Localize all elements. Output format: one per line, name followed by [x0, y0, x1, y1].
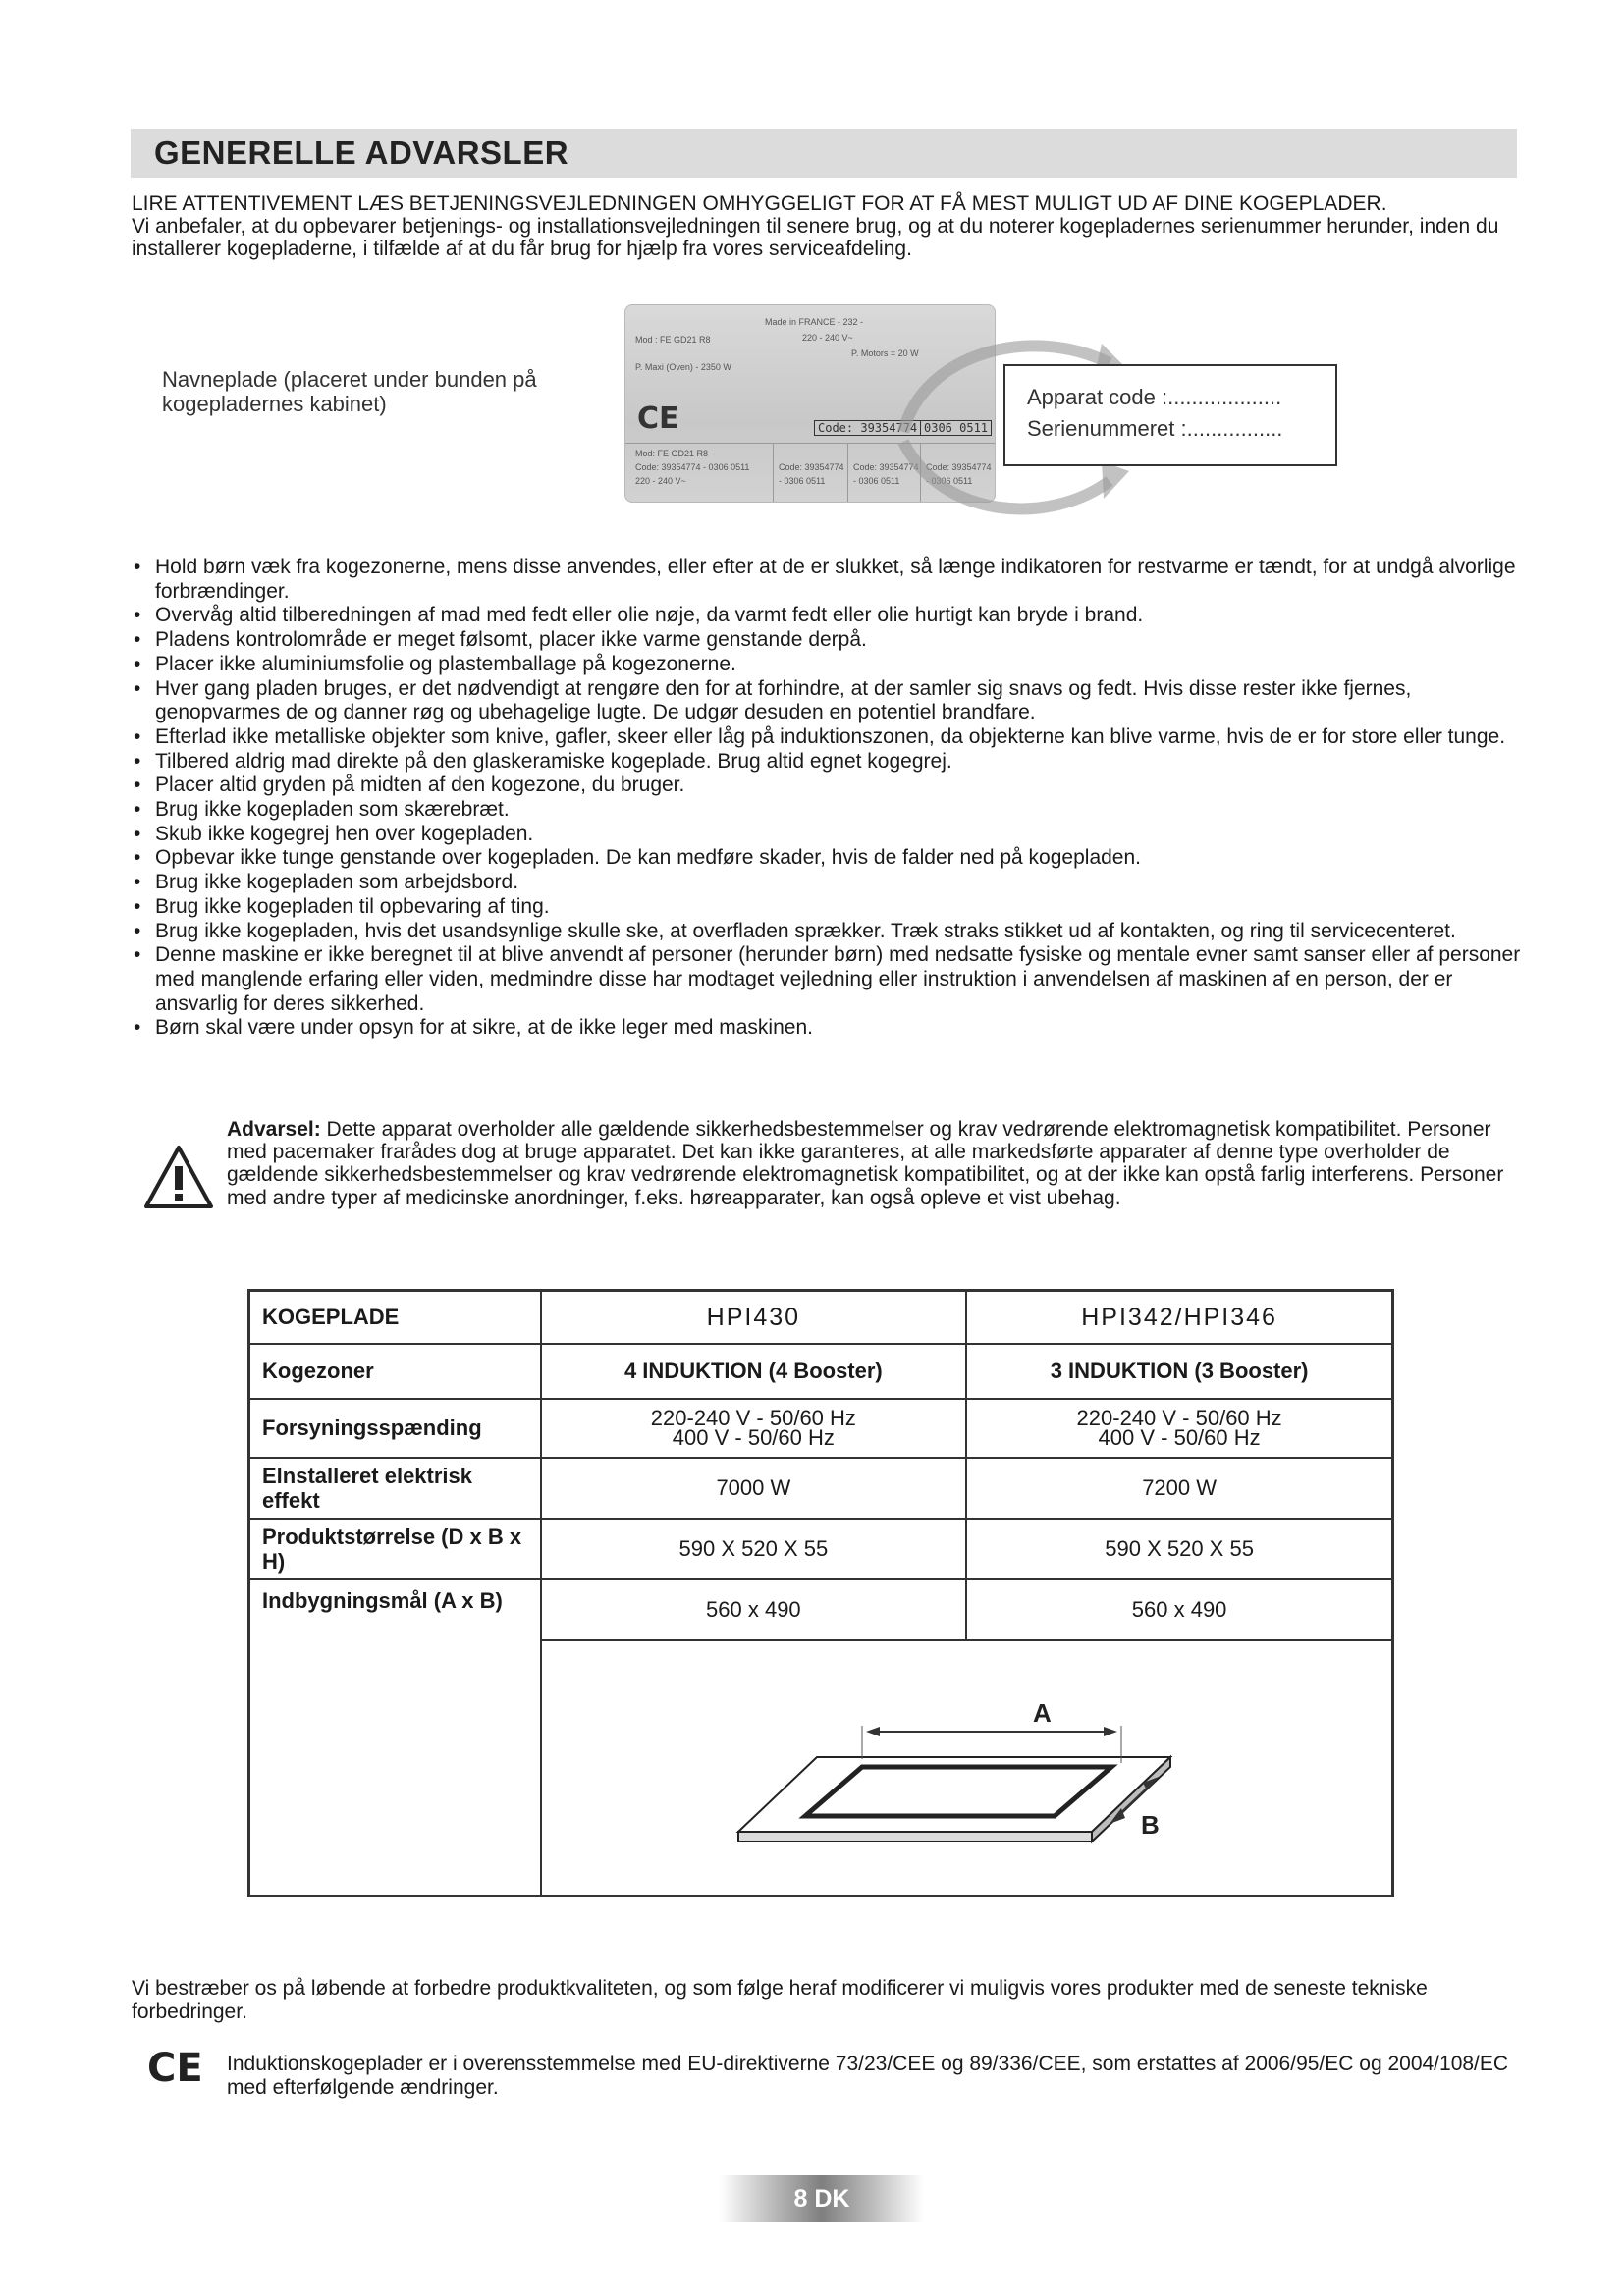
plate-mod: Mod : FE GD21 R8: [635, 335, 711, 345]
cell-line: 400 V - 50/60 Hz: [1098, 1424, 1261, 1450]
list-item: • Denne maskine er ikke beregnet til at blive anvendt af personer (herunder børn) med nedsatte fysiske og mentale evner samt sanser eller af personer med manglende erfaring eller viden, medmindre disse har modtaget vejledning eller instruktion i anvendelsen af maskinen af en person, der er ansvarlig for deres sikkerhed.: [130, 943, 1534, 1016]
warning-text: [227, 1118, 1523, 1209]
plate-col2b: - 0306 0511: [779, 476, 826, 486]
cell-value: 7000 W: [541, 1458, 967, 1519]
cell-value: [541, 1399, 967, 1458]
list-item: • Skub ikke kogegrej hen over kogepladen.: [130, 823, 1534, 847]
cell-value: 4 INDUKTION (4 Booster): [541, 1344, 967, 1399]
table-row: [249, 1344, 1393, 1399]
list-item: • Brug ikke kogepladen, hvis det usandsynlige skulle ske, at overfladen sprækker. Træk straks stikket ud af kontakten, og ring til servicecenteret.: [130, 920, 1534, 944]
nameplate-caption: Navneplade (placeret under bunden på kogepladernes kabinet): [162, 367, 537, 416]
list-item: • Hver gang pladen bruges, er det nødvendigt at rengøre den for at forhindre, at der samler sig snavs og fedt. Hvis disse rester ikke fjernes, genopvarmes de og danner røg og ubehagelige lugte. De udgør desuden en potentiel brandfare.: [130, 677, 1534, 725]
cell-value: 7200 W: [966, 1458, 1392, 1519]
list-item: • Brug ikke kogepladen som arbejdsbord.: [130, 871, 1534, 895]
cell-line: 220-240 V - 50/60 Hz: [1076, 1405, 1282, 1430]
cell-value: 590 X 520 X 55: [966, 1519, 1392, 1579]
plate-col4a: Code: 39354774: [926, 462, 992, 472]
model-hpi430: HPI430: [541, 1291, 967, 1344]
plate-code2: Code: 39354774 - 0306 0511: [635, 462, 750, 472]
spec-table: [247, 1289, 1394, 1897]
plate-col3a: Code: 39354774: [853, 462, 919, 472]
serial-entry-box: [1003, 364, 1337, 466]
cell-line: 220-240 V - 50/60 Hz: [650, 1405, 856, 1430]
intro-line-2: Vi anbefaler, at du opbevarer betjenings- og installationsvejledningen til senere brug, og at du noterer kogepladernes serienummer herunder, inden du installerer kogepladerne, i tilfælde af at du får brug for hjælp fra vores serviceafdeling.: [132, 215, 1499, 260]
table-row: [249, 1579, 1393, 1640]
footer-note: Vi bestræber os på løbende at forbedre produktkvaliteten, og som følge heraf modificerer vi muligvis vores produkter med de seneste tekniske forbedringer.: [132, 1977, 1428, 2023]
list-item: • Opbevar ikke tunge genstande over kogepladen. De kan medføre skader, hvis de falder ned på kogepladen.: [130, 846, 1534, 871]
table-header-label: KOGEPLADE: [249, 1291, 541, 1344]
intro-line-1: LIRE ATTENTIVEMENT LÆS BETJENINGSVEJLEDNINGEN OMHYGGELIGT FOR AT FÅ MEST MULIGT UD AF DINE KOGEPLADER.: [132, 192, 1387, 215]
plate-col3b: - 0306 0511: [853, 476, 900, 486]
list-item: • Børn skal være under opsyn for at sikre, at de ikke leger med maskinen.: [130, 1016, 1534, 1041]
cell-value: 560 x 490: [541, 1579, 967, 1640]
dimension-a-label: A: [1032, 1697, 1052, 1728]
cell-value: 560 x 490: [966, 1579, 1392, 1640]
plate-col2a: Code: 39354774: [779, 462, 844, 472]
row-label: Forsyningsspænding: [249, 1399, 541, 1458]
list-item: • Overvåg altid tilberedningen af mad med fedt eller olie nøje, da varmt fedt eller olie hurtigt kan bryde i brand.: [130, 604, 1534, 628]
cell-value: 590 X 520 X 55: [541, 1519, 967, 1579]
dimension-b-label: B: [1140, 1809, 1160, 1840]
ce-compliance-text: Induktionskogeplader er i overensstemmelse med EU-direktiverne 73/23/CEE og 89/336/CEE, som erstattes af 2006/95/EC og 2004/108/EC med efterfølgende ændringer.: [227, 2053, 1509, 2099]
plate-code: Code: 39354774: [814, 420, 921, 436]
apparat-code-line: Apparat code :...................: [1027, 385, 1282, 409]
cutout-diagram-cell: [541, 1640, 1393, 1896]
row-label: Elnstalleret elektrisk effekt: [249, 1458, 541, 1519]
warning-triangle-icon: [143, 1145, 214, 1209]
cutout-diagram: [542, 1641, 1386, 1889]
list-item: • Brug ikke kogepladen til opbevaring af ting.: [130, 895, 1534, 920]
warning-body: Dette apparat overholder alle gældende sikkerhedsbestemmelser og krav vedrørende elektromagnetisk kompatibilitet. Personer med pacemaker frarådes dog at bruge apparatet. Det kan ikke garanteres, at alle markedsførte apparater af denne type overholder de gældende sikkerhedsbestemmelser og krav vedrørende elektromagnetisk kompatibilitet, og at der ikke kan opstå farlig interferens. Personer med andre typer af medicinske anordninger, f.eks. høreapparater, kan også opleve et vist ubehag.: [227, 1118, 1504, 1209]
section-title: GENERELLE ADVARSLER: [154, 134, 569, 171]
model-hpi342-hpi346: HPI342/HPI346: [966, 1291, 1392, 1344]
plate-p-motors: P. Motors = 20 W: [851, 348, 919, 358]
cell-value: [966, 1399, 1392, 1458]
table-row: [249, 1458, 1393, 1519]
plate-col4b: - 0306 0511: [926, 476, 973, 486]
plate-serial: 0306 0511: [920, 420, 992, 436]
list-item: • Placer altid gryden på midten af den kogezone, du bruger.: [130, 774, 1534, 798]
table-header-row: [249, 1291, 1393, 1344]
safety-bullet-list: [130, 556, 1534, 1041]
plate-made-in: Made in FRANCE - 232 -: [765, 317, 864, 327]
row-label: Indbygningsmål (A x B): [249, 1579, 541, 1896]
ce-mark-icon: CE: [147, 2046, 203, 2091]
row-label: Produktstørrelse (D x B x H): [249, 1519, 541, 1579]
page-number: 8 DK: [720, 2175, 924, 2222]
cell-value: 3 INDUKTION (3 Booster): [966, 1344, 1392, 1399]
plate-mod2: Mod: FE GD21 R8: [635, 449, 709, 458]
plate-p-maxi: P. Maxi (Oven) - 2350 W: [635, 362, 731, 372]
list-item: • Placer ikke aluminiumsfolie og plastemballage på kogezonerne.: [130, 653, 1534, 677]
section-header: [131, 129, 1517, 178]
table-row: [249, 1519, 1393, 1579]
table-row: [249, 1399, 1393, 1458]
plate-voltage: 220 - 240 V~: [802, 333, 853, 343]
list-item: • Tilbered aldrig mad direkte på den glaskeramiske kogeplade. Brug altid egnet kogegrej.: [130, 750, 1534, 774]
plate-col-divider: [847, 443, 848, 502]
intro-text: [132, 192, 1536, 260]
warning-label: Advarsel:: [227, 1118, 321, 1141]
plate-ce-mark: CE: [637, 401, 679, 436]
plate-col-divider: [773, 443, 774, 502]
plate-voltage2: 220 - 240 V~: [635, 476, 686, 486]
list-item: • Pladens kontrolområde er meget følsomt, placer ikke varme genstande derpå.: [130, 628, 1534, 653]
list-item: • Efterlad ikke metalliske objekter som knive, gafler, skeer eller låg på induktionszonen, da objekterne kan blive varme, hvis de er for store eller tunge.: [130, 725, 1534, 750]
list-item: • Hold børn væk fra kogezonerne, mens disse anvendes, eller efter at de er slukket, så længe indikatoren for restvarme er tændt, for at undgå alvorlige forbrændinger.: [130, 556, 1534, 604]
row-label: Kogezoner: [249, 1344, 541, 1399]
serienummer-line: Serienummeret :................: [1027, 416, 1283, 441]
cell-line: 400 V - 50/60 Hz: [672, 1424, 835, 1450]
list-item: • Brug ikke kogepladen som skærebræt.: [130, 798, 1534, 823]
